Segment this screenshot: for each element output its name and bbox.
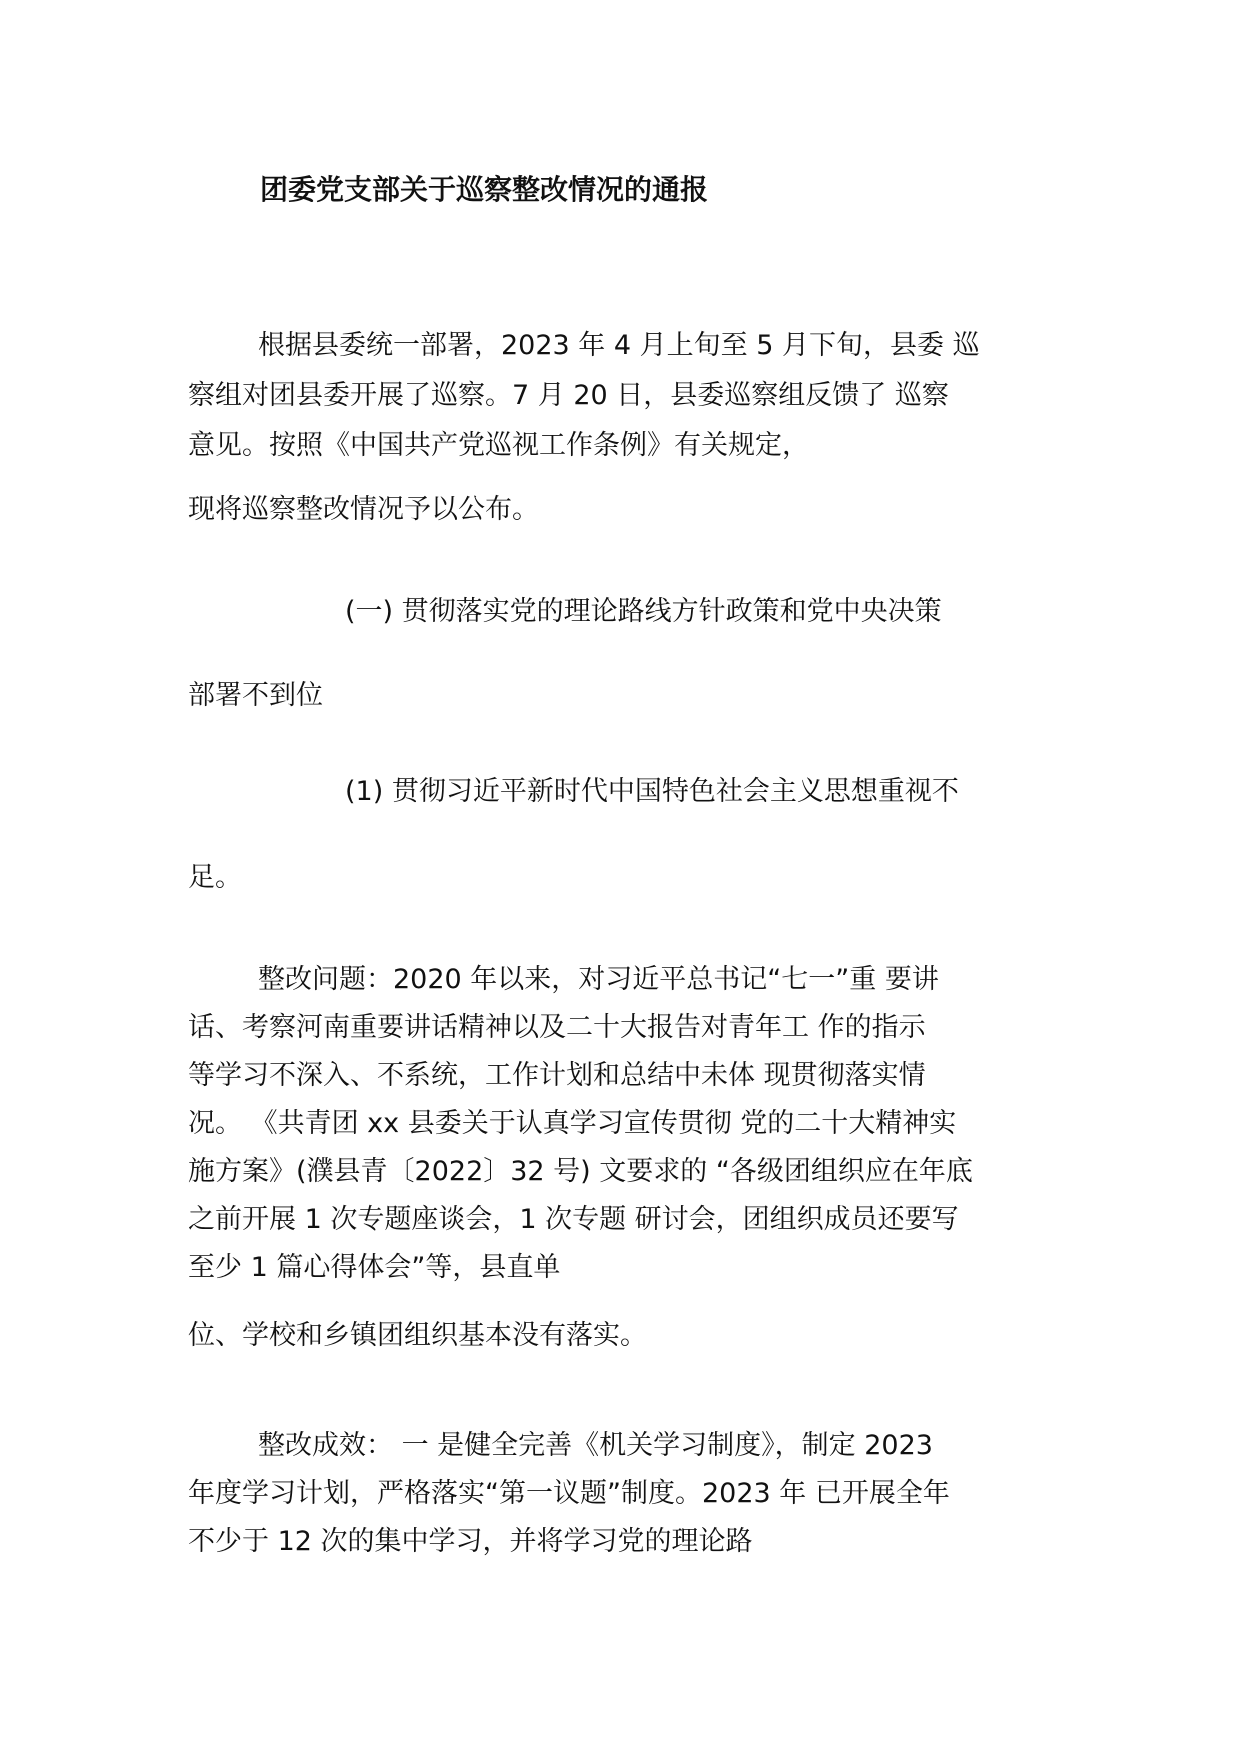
problem-line-8: 位、学校和乡镇团组织基本没有落实。 [188,1320,647,1351]
problem-line-4: 况。 《共青团 xx 县委关于认真学习宣传贯彻 党的二十大精神实 [188,1108,957,1139]
section-heading-line-1: (一) 贯彻落实党的理论路线方针政策和党中央决策 [345,596,942,627]
result-line-3: 不少于 12 次的集中学习，并将学习党的理论路 [188,1526,753,1557]
problem-line-2: 话、考察河南重要讲话精神以及二十大报告对青年工 作的指示 [188,1012,926,1043]
document-title: 团委党支部关于巡察整改情况的通报 [260,173,709,206]
problem-line-7: 至少 1 篇心得体会”等，县直单 [188,1252,561,1283]
section-heading-line-2: 部署不到位 [188,680,323,711]
intro-line-4: 现将巡察整改情况予以公布。 [188,494,539,525]
result-line-1: 整改成效： 一 是健全完善《机关学习制度》，制定 2023 [258,1430,933,1461]
item-heading-line-2: 足。 [188,862,242,893]
problem-line-6: 之前开展 1 次专题座谈会，1 次专题 研讨会，团组织成员还要写 [188,1204,959,1235]
intro-line-3: 意见。按照《中国共产党巡视工作条例》有关规定， [188,430,809,461]
item-heading-line-1: (1) 贯彻习近平新时代中国特色社会主义思想重视不 [345,776,959,807]
problem-line-5: 施方案》(濮县青〔2022〕32 号) 文要求的 “各级团组织应在年底 [188,1156,973,1187]
intro-line-2: 察组对团县委开展了巡察。7 月 20 日，县委巡察组反馈了 巡察 [188,380,949,411]
intro-line-1: 根据县委统一部署，2023 年 4 月上旬至 5 月下旬，县委 巡 [258,330,980,361]
problem-line-1: 整改问题：2020 年以来，对习近平总书记“七一”重 要讲 [258,964,939,995]
problem-line-3: 等学习不深入、不系统，工作计划和总结中未体 现贯彻落实情 [188,1060,926,1091]
result-line-2: 年度学习计划，严格落实“第一议题”制度。2023 年 已开展全年 [188,1478,950,1509]
